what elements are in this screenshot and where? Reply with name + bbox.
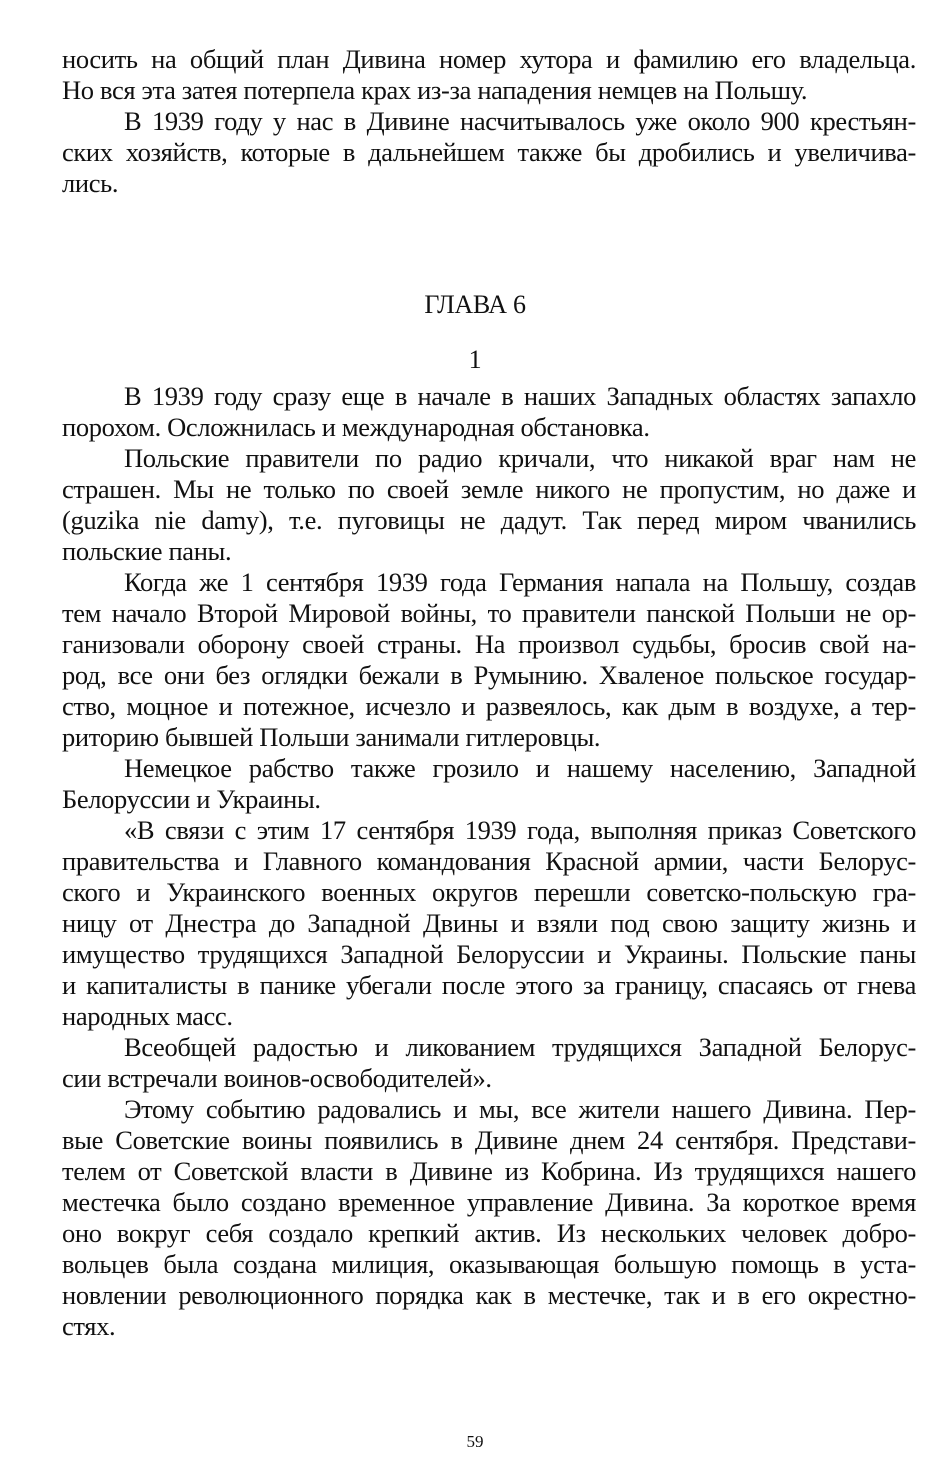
text-line: вольцев была создана милиция, оказывающая большую помощь в уста-	[62, 1249, 916, 1279]
text-line: местечка было создано временное управление Дивина. За короткое время	[62, 1187, 916, 1217]
text-line: сии встречали воинов-освободителей».	[62, 1063, 492, 1093]
text-line: польские паны.	[62, 536, 232, 566]
text-line: народных масс.	[62, 1001, 233, 1031]
text-line: Когда же 1 сентября 1939 года Германия напала на Польшу, создав	[124, 567, 916, 597]
text-line: Белоруссии и Украины.	[62, 784, 321, 814]
text-line: новлении революционного порядка как в местечке, так и в его окрестно-	[62, 1280, 916, 1310]
chapter-title: ГЛАВА 6	[424, 290, 526, 319]
text-line: и капиталисты в панике убегали после этого за границу, спасаясь от гнева	[62, 970, 916, 1000]
section-number: 1	[468, 345, 482, 374]
text-line: носить на общий план Дивина номер хутора и фамилию его владельца.	[62, 44, 916, 74]
text-line: В 1939 году сразу еще в начале в наших Западных областях запахло	[124, 381, 916, 411]
text-line: порохом. Осложнилась и международная обстановка.	[62, 412, 650, 442]
text-line: (guzika nie damy), т.е. пуговицы не дадут. Так перед миром чванились	[62, 505, 916, 535]
page-number: 59	[466, 1432, 484, 1451]
text-line: В 1939 году у нас в Дивине насчитывалось уже около 900 крестьян-	[124, 106, 916, 136]
text-line: ганизовали оборону своей страны. На произвол судьбы, бросив свой на-	[62, 629, 916, 659]
text-line: «В связи с этим 17 сентября 1939 года, выполняя приказ Советского	[124, 815, 916, 845]
intro-text	[62, 44, 916, 199]
text-line: оно вокруг себя создало крепкий актив. Из нескольких человек добро-	[62, 1218, 916, 1248]
text-line: вые Советские воины появились в Дивине днем 24 сентября. Представи-	[62, 1125, 916, 1155]
text-line: правительства и Главного командования Красной армии, части Белорус-	[62, 846, 916, 876]
text-line: Этому событию радовались и мы, все жители нашего Дивина. Пер-	[124, 1094, 916, 1124]
text-line: ских хозяйств, которые в дальнейшем также бы дробились и увеличива-	[62, 137, 916, 167]
text-line: ского и Украинского военных округов перешли советско-польскую гра-	[62, 877, 916, 907]
text-line: страшен. Мы не только по своей земле никого не пропустим, но даже и	[62, 474, 916, 504]
text-line: ницу от Днестра до Западной Двины и взяли под свою защиту жизнь и	[62, 908, 916, 938]
text-line: риторию бывшей Польши занимали гитлеровцы.	[62, 722, 601, 752]
text-line: ство, моцное и потежное, исчезло и развеялось, как дым в воздухе, а тер-	[62, 691, 916, 721]
text-line: Всеобщей радостью и ликованием трудящихся Западной Белорус-	[124, 1032, 916, 1062]
text-line: телем от Советской власти в Дивине из Кобрина. Из трудящихся нашего	[62, 1156, 916, 1186]
text-line: лись.	[62, 168, 119, 198]
text-line: стях.	[62, 1311, 116, 1341]
text-line: тем начало Второй Мировой войны, то правители панской Польши не ор-	[62, 598, 916, 628]
text-line: Немецкое рабство также грозило и нашему населению, Западной	[124, 753, 916, 783]
text-line: род, все они без оглядки бежали в Румынию. Хваленое польское государ-	[62, 660, 916, 690]
text-line: имущество трудящихся Западной Белоруссии и Украины. Польские паны	[62, 939, 916, 969]
text-line: Но вся эта затея потерпела крах из-за нападения немцев на Польшу.	[62, 75, 808, 105]
text-line: Польские правители по радио кричали, что никакой враг нам не	[124, 443, 916, 473]
chapter-body	[62, 381, 916, 1342]
